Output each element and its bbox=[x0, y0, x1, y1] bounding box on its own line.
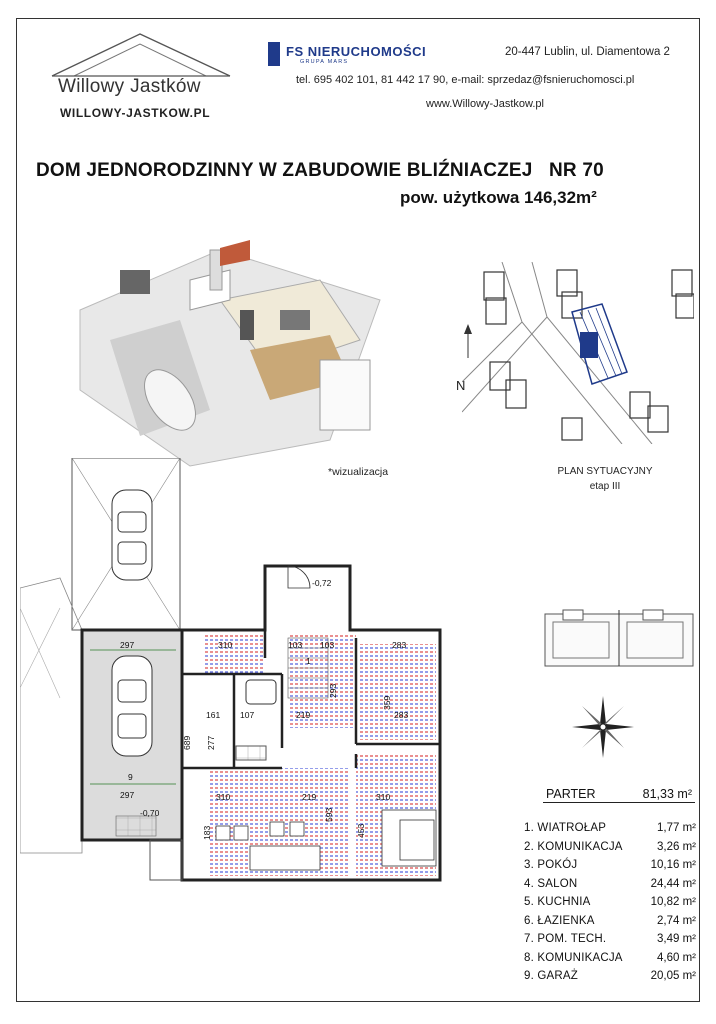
level-entry: -0,72 bbox=[312, 578, 332, 588]
dim-219b: 219 bbox=[302, 792, 317, 802]
visualization-note: *wizualizacja bbox=[328, 466, 389, 478]
dim-277: 277 bbox=[206, 735, 216, 750]
dim-310c: 310 bbox=[376, 792, 391, 802]
dim-593: 593 bbox=[324, 807, 334, 822]
house-visualization bbox=[70, 240, 390, 470]
dim-107: 107 bbox=[240, 710, 255, 720]
list-item: 4. SALON 24,44 m² bbox=[524, 877, 696, 890]
dim-103b: 103 bbox=[320, 640, 335, 650]
floor-name: PARTER bbox=[546, 787, 596, 801]
dim-283a: 283 bbox=[392, 640, 407, 650]
floor-divider bbox=[543, 802, 695, 803]
list-item: 8. KOMUNIKACJA 4,60 m² bbox=[524, 951, 696, 964]
site-plan-stage: etap III bbox=[589, 481, 621, 492]
company-contact: tel. 695 402 101, 81 442 17 90, e-mail: sprzedaz@fsnieruchomosci.pl bbox=[296, 74, 635, 86]
company-address: 20-447 Lublin, ul. Diamentowa 2 bbox=[505, 46, 670, 58]
list-item: 9. GARAŻ 20,05 m² bbox=[524, 970, 696, 982]
brand-name: Willowy Jastków bbox=[58, 76, 201, 97]
dim-219a: 219 bbox=[296, 710, 311, 720]
dim-garage-width-bottom: 297 bbox=[120, 790, 135, 800]
site-plan-label: PLAN SYTUACYJNY bbox=[557, 466, 653, 477]
company-group: GRUPA MARS bbox=[300, 59, 349, 65]
compass-rose-icon bbox=[570, 694, 636, 760]
list-item: 2. KOMUNIKACJA 3,26 m² bbox=[524, 840, 696, 853]
list-item: 3. POKÓJ 10,16 m² bbox=[524, 859, 696, 871]
list-item: 7. POM. TECH. 3,49 m² bbox=[524, 933, 696, 945]
usable-area: pow. użytkowa 146,32m² bbox=[400, 188, 597, 207]
dim-161: 161 bbox=[206, 710, 221, 720]
company-website[interactable]: www.Willowy-Jastkow.pl bbox=[426, 98, 544, 110]
brand-url: WILLOWY-JASTKOW.PL bbox=[60, 106, 211, 120]
room-number-garage: 9 bbox=[128, 772, 133, 782]
house-roof-logo-icon bbox=[46, 30, 236, 80]
dim-garage-height: 689 bbox=[182, 735, 192, 750]
dim-garage-width-top: 297 bbox=[120, 640, 135, 650]
room-number-vestibule: 1 bbox=[306, 656, 311, 666]
north-label: N bbox=[456, 378, 466, 393]
dim-453: 453 bbox=[356, 823, 366, 838]
dim-310a: 310 bbox=[218, 640, 233, 650]
company-name: FS NIERUCHOMOŚCI bbox=[286, 44, 427, 59]
dim-283b: 283 bbox=[394, 710, 409, 720]
ground-floor-plan bbox=[20, 458, 480, 988]
dim-183: 183 bbox=[202, 825, 212, 840]
page-title: DOM JEDNORODZINNY W ZABUDOWIE BLIŹNIACZEJ NR 70 bbox=[36, 160, 604, 181]
level-garage: -0,70 bbox=[140, 808, 160, 818]
room-list bbox=[524, 822, 696, 989]
dim-310b: 310 bbox=[216, 792, 231, 802]
company-logo-icon bbox=[268, 42, 280, 66]
list-item: 5. KUCHNIA 10,82 m² bbox=[524, 896, 696, 908]
list-item: 1. WIATROŁAP 1,77 m² bbox=[524, 822, 696, 834]
key-plan bbox=[543, 608, 695, 668]
floor-area: 81,33 m² bbox=[642, 787, 692, 801]
site-plan-map bbox=[462, 262, 694, 444]
dim-293: 293 bbox=[328, 683, 338, 698]
list-item: 6. ŁAZIENKA 2,74 m² bbox=[524, 914, 696, 927]
dim-103a: 103 bbox=[288, 640, 303, 650]
dim-359: 359 bbox=[382, 695, 392, 710]
